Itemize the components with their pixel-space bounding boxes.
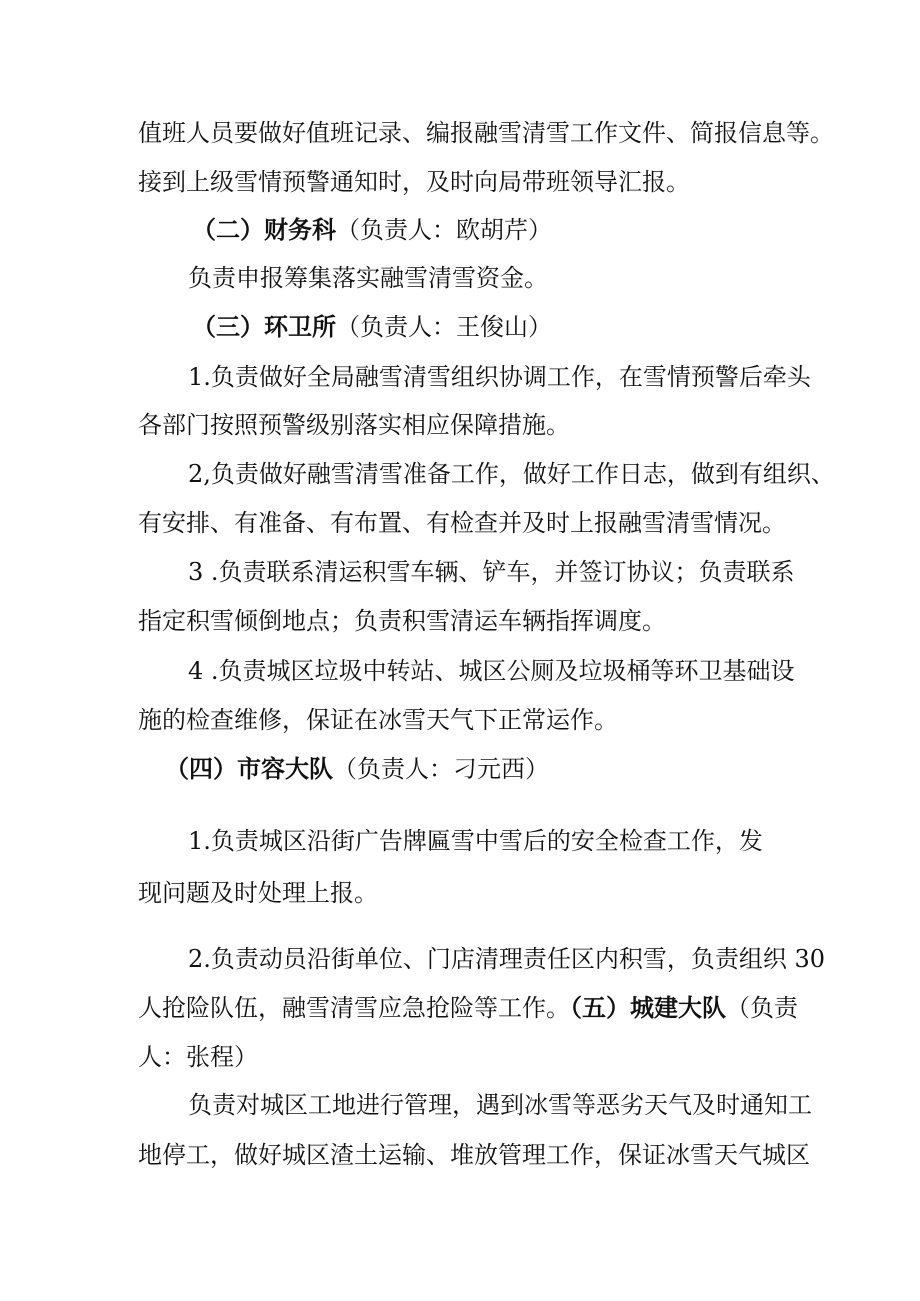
paragraph-line: 有安排、有准备、有布置、有检查并及时上报融雪清雪情况。 [138, 509, 786, 537]
paragraph-line: 各部门按照预警级别落实相应保障措施。 [138, 411, 570, 439]
paragraph-line: 地停工，做好城区渣土运输、堆放管理工作，保证冰雪天气城区 [138, 1141, 810, 1169]
section-heading-city-appearance: （四）市容大队（负责人：刁元西） [165, 755, 549, 783]
paragraph-line: 3 .负责联系清运积雪车辆、铲车，并签订协议；负责联系 [188, 558, 795, 586]
paragraph-line: 接到上级雪情预警通知时，及时向局带班领导汇报。 [138, 168, 690, 196]
paragraph-line: 施的检查维修，保证在冰雪天气下正常运作。 [138, 706, 618, 734]
paragraph-line: 值班人员要做好值班记录、编报融雪清雪工作文件、简报信息等。 [138, 119, 834, 147]
paragraph-line: 人抢险队伍，融雪清雪应急抢险等工作。（五）城建大队（负责 [138, 994, 798, 1022]
section-heading-urban-construction: （五）城建大队 [570, 994, 726, 1022]
paragraph-line: 现问题及时处理上报。 [138, 879, 378, 907]
paragraph-line: 2.负责动员沿街单位、门店清理责任区内积雪，负责组织 30 [188, 945, 826, 973]
paragraph-line: 4 .负责城区垃圾中转站、城区公厕及垃圾桶等环卫基础设 [188, 657, 795, 685]
paragraph-line: 人：张程） [138, 1043, 258, 1071]
paragraph-line: 指定积雪倾倒地点；负责积雪清运车辆指挥调度。 [138, 607, 666, 635]
paragraph-line: 2,负责做好融雪清雪准备工作，做好工作日志，做到有组织、 [188, 460, 835, 488]
paragraph-line: 1.负责做好全局融雪清雪组织协调工作，在雪情预警后牵头 [188, 363, 811, 391]
section-heading-sanitation: （三）环卫所（负责人：王俊山） [192, 313, 552, 341]
paragraph-line: 1.负责城区沿街广告牌匾雪中雪后的安全检查工作，发 [188, 827, 763, 855]
section-heading-finance: （二）财务科（负责人：欧胡芹） [192, 216, 552, 244]
paragraph-line: 负责对城区工地进行管理，遇到冰雪等恶劣天气及时通知工 [188, 1091, 812, 1119]
paragraph-line: 负责申报筹集落实融雪清雪资金。 [188, 264, 548, 292]
